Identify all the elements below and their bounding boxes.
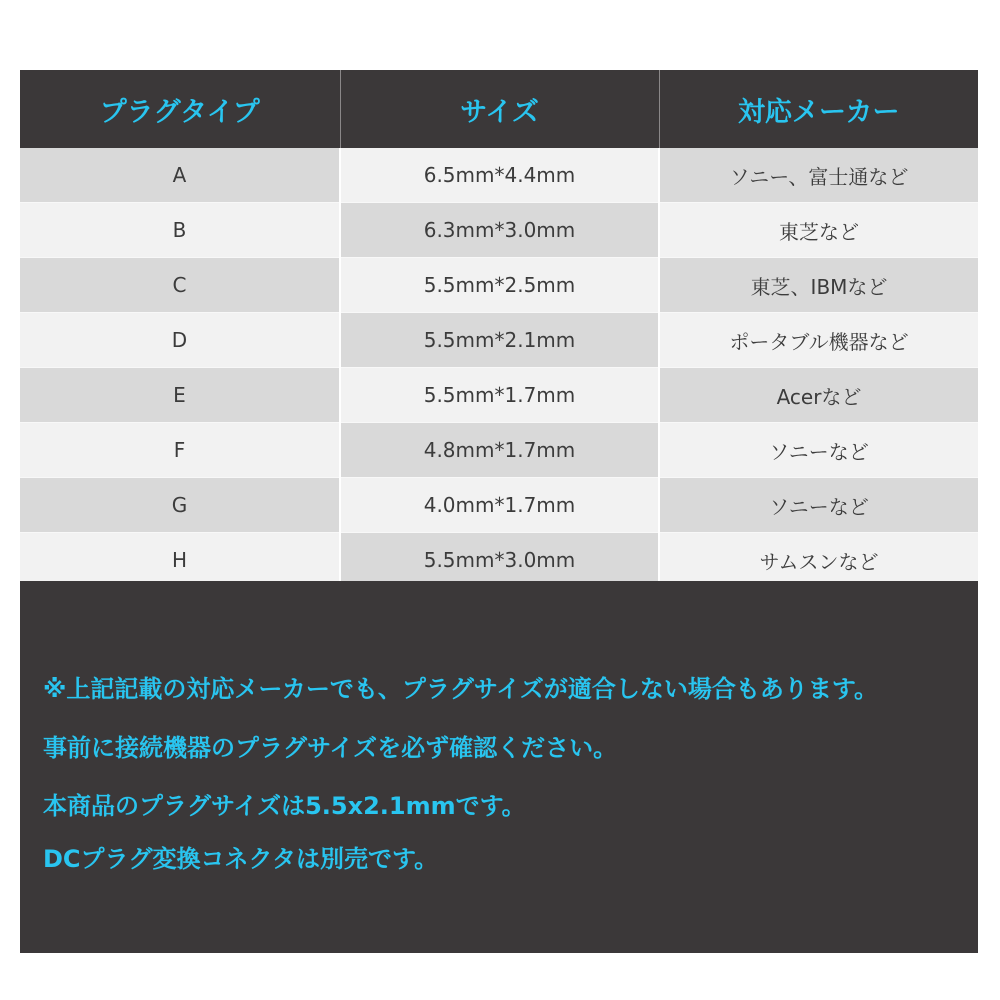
- plug-type-cell: C: [20, 258, 340, 313]
- maker-cell: ポータブル機器など: [659, 313, 978, 368]
- size-cell: 5.5mm*1.7mm: [340, 368, 659, 423]
- plug-type-cell: F: [20, 423, 340, 478]
- table-row: [20, 148, 978, 203]
- note-compatibility-warning: ※上記記載の対応メーカーでも、プラグサイズが適合しない場合もあります。: [43, 675, 879, 703]
- plug-type-cell: E: [20, 368, 340, 423]
- table-row: [20, 313, 978, 368]
- maker-cell: ソニーなど: [659, 423, 978, 478]
- header-plug-type: プラグタイプ: [20, 70, 340, 148]
- maker-cell: 東芝、IBMなど: [659, 258, 978, 313]
- size-cell: 4.0mm*1.7mm: [340, 478, 659, 533]
- plug-type-cell: B: [20, 203, 340, 258]
- table-row: [20, 533, 978, 588]
- maker-cell: ソニー、富士通など: [659, 148, 978, 203]
- table-header-row: [20, 70, 978, 148]
- maker-cell: サムスンなど: [659, 533, 978, 588]
- size-cell: 4.8mm*1.7mm: [340, 423, 659, 478]
- maker-cell: 東芝など: [659, 203, 978, 258]
- table-row: [20, 478, 978, 533]
- size-cell: 6.3mm*3.0mm: [340, 203, 659, 258]
- size-cell: 5.5mm*2.1mm: [340, 313, 659, 368]
- table-row: [20, 423, 978, 478]
- note-plug-size: 本商品のプラグサイズは5.5x2.1mmです。: [43, 792, 526, 820]
- size-cell: 5.5mm*2.5mm: [340, 258, 659, 313]
- maker-cell: Acerなど: [659, 368, 978, 423]
- table-row: [20, 258, 978, 313]
- header-maker: 対応メーカー: [659, 70, 978, 148]
- size-cell: 5.5mm*3.0mm: [340, 533, 659, 588]
- plug-type-cell: H: [20, 533, 340, 588]
- header-size: サイズ: [340, 70, 659, 148]
- size-cell: 6.5mm*4.4mm: [340, 148, 659, 203]
- plug-spec-table: [20, 70, 978, 588]
- note-check-before-use: 事前に接続機器のプラグサイズを必ず確認ください。: [43, 734, 618, 762]
- table-row: [20, 368, 978, 423]
- plug-type-cell: A: [20, 148, 340, 203]
- table-row: [20, 203, 978, 258]
- plug-type-cell: D: [20, 313, 340, 368]
- notes-panel: [20, 581, 978, 953]
- maker-cell: ソニーなど: [659, 478, 978, 533]
- plug-type-cell: G: [20, 478, 340, 533]
- note-sold-separately: DCプラグ変換コネクタは別売です。: [43, 845, 439, 873]
